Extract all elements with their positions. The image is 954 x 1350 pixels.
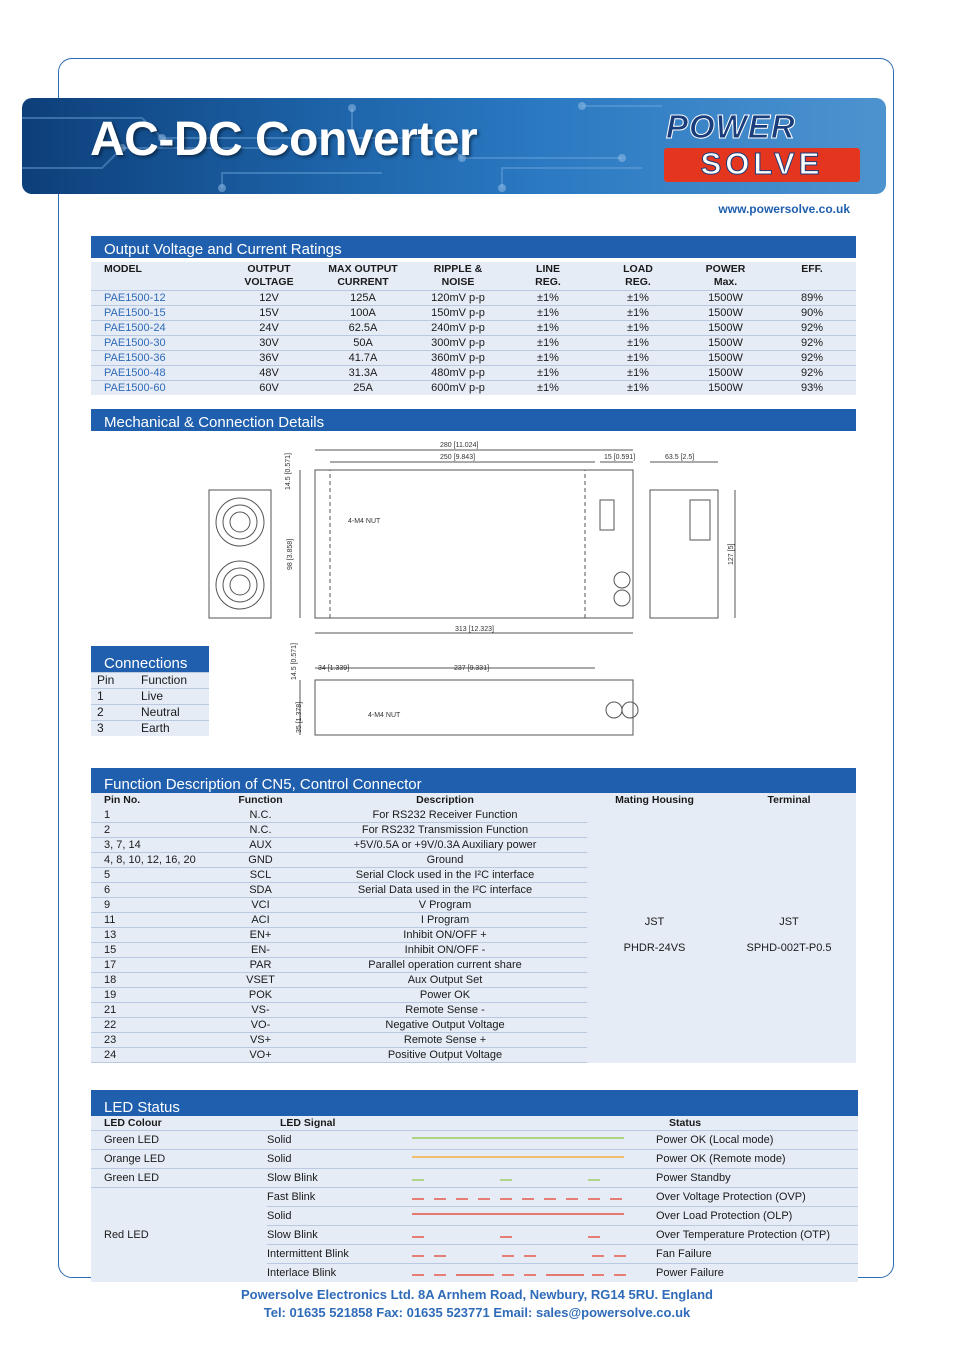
terminal-maker: JST — [779, 916, 799, 929]
table-cell: 19 — [91, 988, 218, 1003]
table-cell: 92% — [768, 321, 856, 336]
led-signal-pattern — [398, 1169, 638, 1183]
table-cell: 1500W — [683, 381, 768, 396]
table-cell: 31.3A — [313, 366, 413, 381]
led-signal-pattern — [398, 1207, 638, 1221]
led-signal-cell: Slow Blink — [267, 1226, 398, 1245]
table-cell: 1 — [91, 808, 218, 823]
led-colour-cell: Red LED — [91, 1188, 267, 1283]
table-row — [91, 306, 856, 321]
table-cell: For RS232 Receiver Function — [303, 808, 587, 823]
table-row — [91, 705, 209, 721]
table-cell: 17 — [91, 958, 218, 973]
header-line: REG. — [625, 276, 651, 288]
table-cell: 21 — [91, 1003, 218, 1018]
header-banner — [22, 98, 886, 194]
dim-bottom-span: 237 [9.331] — [454, 665, 490, 672]
table-cell: VO+ — [218, 1048, 303, 1063]
table-cell: 23 — [91, 1033, 218, 1048]
table-cell: 41.7A — [313, 351, 413, 366]
led-pattern-cell — [398, 1169, 656, 1188]
table-cell: PAE1500-36 — [91, 351, 225, 366]
cn5-heading: Function Description of CN5, Control Connector — [91, 768, 856, 793]
dim-bottom-offset: 14.5 [0.571] — [291, 643, 298, 680]
led-pattern-cell — [398, 1245, 656, 1264]
table-cell: Inhibit ON/OFF + — [303, 928, 587, 943]
table-row — [91, 721, 209, 737]
table-row — [91, 366, 856, 381]
table-cell: Earth — [135, 721, 209, 737]
table-cell: 120mV p-p — [413, 291, 503, 306]
table-cell: 92% — [768, 366, 856, 381]
table-cell: Remote Sense - — [303, 1003, 587, 1018]
ratings-col-header — [413, 262, 503, 291]
table-cell: PAE1500-12 — [91, 291, 225, 306]
ratings-col-header — [225, 262, 313, 291]
table-cell: 300mV p-p — [413, 336, 503, 351]
table-cell: 125A — [313, 291, 413, 306]
table-cell: 11 — [91, 913, 218, 928]
table-cell: 9 — [91, 898, 218, 913]
cn5-col-header: Terminal — [767, 794, 811, 806]
table-cell: PAE1500-24 — [91, 321, 225, 336]
table-cell: ±1% — [593, 381, 683, 396]
table-cell: 92% — [768, 336, 856, 351]
table-cell: EN- — [218, 943, 303, 958]
table-header-cell: Function — [135, 673, 209, 689]
table-cell: 240mV p-p — [413, 321, 503, 336]
header-line: Max. — [713, 276, 738, 288]
table-cell: VCI — [218, 898, 303, 913]
header-line: POWER — [705, 263, 746, 275]
table-cell: AUX — [218, 838, 303, 853]
table-cell: 1500W — [683, 351, 768, 366]
table-row — [91, 808, 856, 823]
led-signal-cell: Fast Blink — [267, 1188, 398, 1207]
mechanical-heading: Mechanical & Connection Details — [91, 409, 856, 431]
table-cell: Parallel operation current share — [303, 958, 587, 973]
dim-body-length: 250 [9.843] — [440, 454, 476, 461]
table-cell: V Program — [303, 898, 587, 913]
dim-top-offset: 14.5 [0.571] — [285, 453, 292, 490]
mechanical-drawing — [200, 440, 760, 740]
ratings-col-header — [503, 262, 593, 291]
table-cell: VO- — [218, 1018, 303, 1033]
led-col-header: Status — [669, 1117, 702, 1129]
header-line: VOLTAGE — [244, 276, 294, 288]
led-pattern-cell — [398, 1226, 656, 1245]
cn5-col-header: Pin No. — [104, 794, 141, 806]
table-cell: 30V — [225, 336, 313, 351]
dim-side-height: 127 [5] — [728, 543, 735, 565]
table-cell: 3, 7, 14 — [91, 838, 218, 853]
terminal-part: SPHD-002T-P0.5 — [746, 942, 832, 955]
table-cell: ±1% — [503, 381, 593, 396]
dim-base-length: 313 [12.323] — [455, 626, 494, 633]
header-line: LOAD — [623, 263, 653, 275]
led-signal-pattern — [398, 1245, 638, 1259]
table-header-cell: Pin — [91, 673, 135, 689]
table-row — [91, 321, 856, 336]
table-cell: 150mV p-p — [413, 306, 503, 321]
table-cell: Serial Data used in the I²C interface — [303, 883, 587, 898]
footer-address: Powersolve Electronics Ltd. 8A Arnhem Road, Newbury, RG14 5RU. England — [241, 1287, 713, 1302]
table-cell: ±1% — [593, 366, 683, 381]
table-cell: ACI — [218, 913, 303, 928]
table-cell: ±1% — [503, 306, 593, 321]
table-cell: 15V — [225, 306, 313, 321]
dim-terminal-length: 15 [0.591] — [604, 454, 636, 461]
table-cell: 24 — [91, 1048, 218, 1063]
led-pattern-cell — [398, 1131, 656, 1150]
table-cell: 6 — [91, 883, 218, 898]
table-cell: Power OK — [303, 988, 587, 1003]
table-cell: ±1% — [593, 351, 683, 366]
table-cell: ±1% — [593, 291, 683, 306]
table-cell: 25A — [313, 381, 413, 396]
table-cell: 1500W — [683, 321, 768, 336]
table-cell: PAR — [218, 958, 303, 973]
table-cell: SDA — [218, 883, 303, 898]
table-cell: 12V — [225, 291, 313, 306]
table-cell: 89% — [768, 291, 856, 306]
table-cell: VS- — [218, 1003, 303, 1018]
table-cell: ±1% — [593, 321, 683, 336]
table-cell: 1500W — [683, 366, 768, 381]
table-cell: Positive Output Voltage — [303, 1048, 587, 1063]
table-header-row — [91, 673, 209, 689]
label-nut-top: 4-M4 NUT — [348, 518, 381, 525]
table-cell: PAE1500-15 — [91, 306, 225, 321]
ratings-heading: Output Voltage and Current Ratings — [91, 236, 856, 258]
table-cell: 50A — [313, 336, 413, 351]
header-line: EFF. — [801, 263, 823, 275]
table-cell: 100A — [313, 306, 413, 321]
table-cell: Live — [135, 689, 209, 705]
led-status-cell: Power Standby — [656, 1169, 858, 1188]
ratings-col-header — [593, 262, 683, 291]
header-line: MODEL — [104, 263, 142, 275]
table-cell: 1500W — [683, 291, 768, 306]
led-status-cell: Over Temperature Protection (OTP) — [656, 1226, 858, 1245]
table-cell: ±1% — [503, 321, 593, 336]
ratings-table — [91, 262, 856, 395]
dim-side-width: 63.5 [2.5] — [665, 454, 695, 461]
table-cell: ±1% — [503, 291, 593, 306]
led-signal-pattern — [398, 1150, 638, 1164]
footer-contact: Tel: 01635 521858 Fax: 01635 523771 Email: sales@powersolve.co.uk — [263, 1305, 691, 1320]
led-signal-cell: Solid — [267, 1150, 398, 1169]
table-cell: 3 — [91, 721, 135, 737]
led-col-header — [398, 1116, 656, 1131]
table-cell: ±1% — [503, 336, 593, 351]
table-row — [91, 1131, 858, 1150]
table-cell: 18 — [91, 973, 218, 988]
connections-table — [91, 672, 209, 736]
table-cell: VS+ — [218, 1033, 303, 1048]
table-cell: 13 — [91, 928, 218, 943]
table-cell: SCL — [218, 868, 303, 883]
led-status-cell: Power OK (Local mode) — [656, 1131, 858, 1150]
header-line: OUTPUT — [247, 263, 291, 275]
table-cell: N.C. — [218, 808, 303, 823]
dim-height: 98 [3.858] — [287, 538, 294, 570]
led-signal-cell: Solid — [267, 1131, 398, 1150]
table-row — [91, 689, 209, 705]
led-pattern-cell — [398, 1207, 656, 1226]
table-row — [91, 351, 856, 366]
powersolve-logo: POWER SOLVE — [662, 108, 862, 184]
table-cell: 22 — [91, 1018, 218, 1033]
table-cell: ±1% — [503, 366, 593, 381]
table-cell: 360mV p-p — [413, 351, 503, 366]
table-cell: PAE1500-48 — [91, 366, 225, 381]
table-cell: I Program — [303, 913, 587, 928]
led-colour-cell: Orange LED — [91, 1150, 267, 1169]
mating-part: PHDR-24VS — [623, 942, 686, 955]
table-cell: 5 — [91, 868, 218, 883]
dim-bottom-left: 34 [1.339] — [318, 665, 350, 672]
ratings-col-header — [683, 262, 768, 291]
led-status-cell: Over Load Protection (OLP) — [656, 1207, 858, 1226]
table-cell: VSET — [218, 973, 303, 988]
table-cell: Neutral — [135, 705, 209, 721]
table-cell: 24V — [225, 321, 313, 336]
table-cell: 48V — [225, 366, 313, 381]
website-link[interactable]: www.powersolve.co.uk — [718, 202, 850, 216]
cn5-col-header: Function — [238, 794, 283, 806]
ratings-col-header — [313, 262, 413, 291]
table-cell: 1 — [91, 689, 135, 705]
terminal-cell — [722, 808, 856, 1063]
table-cell: 2 — [91, 823, 218, 838]
led-signal-cell: Interlace Blink — [267, 1264, 398, 1283]
mating-maker: JST — [644, 916, 665, 929]
led-signal-cell: Intermittent Blink — [267, 1245, 398, 1264]
led-pattern-cell — [398, 1188, 656, 1207]
header-line: NOISE — [441, 276, 475, 288]
table-cell: 1500W — [683, 336, 768, 351]
table-cell: 480mV p-p — [413, 366, 503, 381]
table-row — [91, 336, 856, 351]
table-cell: Aux Output Set — [303, 973, 587, 988]
table-row — [91, 1188, 858, 1207]
table-cell: Inhibit ON/OFF - — [303, 943, 587, 958]
led-col-header: LED Colour — [104, 1117, 162, 1129]
table-cell: 93% — [768, 381, 856, 396]
table-cell: PAE1500-60 — [91, 381, 225, 396]
led-signal-pattern — [398, 1188, 638, 1202]
ratings-col-header — [768, 262, 856, 291]
header-line: RIPPLE & — [433, 263, 483, 275]
led-colour-cell: Green LED — [91, 1131, 267, 1150]
cn5-table — [91, 793, 856, 1063]
led-heading: LED Status — [91, 1090, 858, 1116]
table-cell: 62.5A — [313, 321, 413, 336]
table-cell: PAE1500-30 — [91, 336, 225, 351]
table-cell: 600mV p-p — [413, 381, 503, 396]
dim-overall-length: 280 [11.024] — [440, 442, 479, 449]
table-cell: Serial Clock used in the I²C interface — [303, 868, 587, 883]
label-nut-bottom: 4-M4 NUT — [368, 712, 401, 719]
table-cell: ±1% — [593, 336, 683, 351]
led-status-cell: Power Failure — [656, 1264, 858, 1283]
table-cell: Negative Output Voltage — [303, 1018, 587, 1033]
led-status-cell: Power OK (Remote mode) — [656, 1150, 858, 1169]
cn5-col-header: Mating Housing — [615, 794, 694, 806]
table-cell: 60V — [225, 381, 313, 396]
mating-cell — [587, 808, 722, 1063]
led-signal-cell: Slow Blink — [267, 1169, 398, 1188]
led-signal-pattern — [398, 1264, 638, 1278]
table-row — [91, 1169, 858, 1188]
header-line: CURRENT — [337, 276, 389, 288]
ratings-col-header — [91, 262, 225, 291]
table-cell: For RS232 Transmission Function — [303, 823, 587, 838]
led-status-cell: Over Voltage Protection (OVP) — [656, 1188, 858, 1207]
cn5-col-header: Description — [416, 794, 474, 806]
table-cell: +5V/0.5A or +9V/0.3A Auxiliary power — [303, 838, 587, 853]
header-line: REG. — [535, 276, 561, 288]
table-cell: EN+ — [218, 928, 303, 943]
table-cell: Remote Sense + — [303, 1033, 587, 1048]
led-status-cell: Fan Failure — [656, 1245, 858, 1264]
header-line: MAX OUTPUT — [328, 263, 398, 275]
led-table — [91, 1116, 858, 1282]
table-cell: 4, 8, 10, 12, 16, 20 — [91, 853, 218, 868]
table-cell: ±1% — [503, 351, 593, 366]
connections-heading: Connections — [91, 646, 209, 672]
table-cell: GND — [218, 853, 303, 868]
front-face — [209, 490, 271, 618]
page-title: AC-DC Converter — [90, 113, 478, 166]
led-signal-pattern — [398, 1131, 638, 1145]
led-pattern-cell — [398, 1264, 656, 1283]
table-row — [91, 1150, 858, 1169]
table-cell: 36V — [225, 351, 313, 366]
led-pattern-cell — [398, 1150, 656, 1169]
table-cell: 15 — [91, 943, 218, 958]
table-cell: 1500W — [683, 306, 768, 321]
table-cell: POK — [218, 988, 303, 1003]
led-signal-cell: Solid — [267, 1207, 398, 1226]
table-cell: ±1% — [593, 306, 683, 321]
table-cell: Ground — [303, 853, 587, 868]
table-cell: 92% — [768, 351, 856, 366]
table-cell: 90% — [768, 306, 856, 321]
led-signal-pattern — [398, 1226, 638, 1240]
led-col-header: LED Signal — [280, 1117, 336, 1129]
table-cell: 2 — [91, 705, 135, 721]
table-row — [91, 381, 856, 396]
header-line: LINE — [536, 263, 560, 275]
table-cell: N.C. — [218, 823, 303, 838]
dim-bottom-height: 35 [1.378] — [296, 701, 303, 733]
table-row — [91, 291, 856, 306]
led-colour-cell: Green LED — [91, 1169, 267, 1188]
